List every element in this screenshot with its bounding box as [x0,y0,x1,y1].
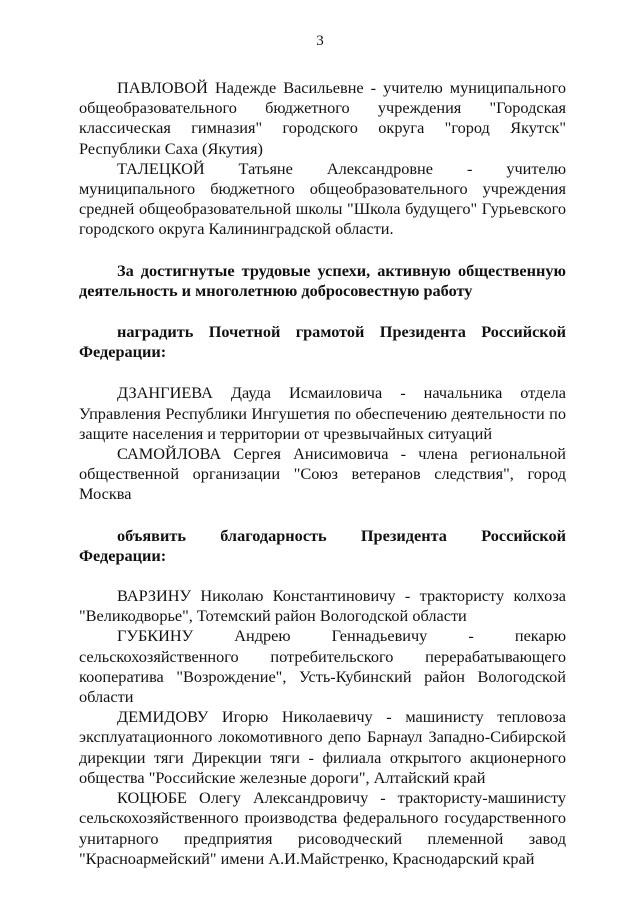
spacer [79,362,566,383]
gratitude-entry-varzin: ВАРЗИНУ Николаю Константиновичу - трактористу колхоза "Великодворье", Тотемский район Вологодской области [79,586,566,626]
document-body [79,78,566,869]
gratitude-entry-demidov: ДЕМИДОВУ Игорю Николаевичу - машинисту тепловоза эксплуатационного локомотивного депо Барнаул Западно-Сибирской дирекции тяги Дирекции тяги - филиала открытого акционерного общества "Российские железные дороги", Алтайский край [79,707,566,787]
section-intro: За достигнутые трудовые успехи, активную общественную деятельность и многолетнюю добросовестную работу [79,260,566,300]
award-entry-dzangiev: ДЗАНГИЕВА Дауда Исмаиловича - начальника отдела Управления Республики Ингушетия по обеспечению деятельности по защите населения и территории от чрезвычайных ситуаций [79,383,566,443]
gratitude-entry-kotsyuba: КОЦЮБЕ Олегу Александровичу - трактористу-машинисту сельскохозяйственного производства федерального государственного унитарного предприятия рисоводческий племенной завод "Красноармейский" имени А.И.Майстренко, Краснодарский край [79,788,566,868]
award-entry-pavlova: ПАВЛОВОЙ Надежде Васильевне - учителю муниципального общеобразовательного бюджетного учреждения "Городская классическая гимназия" городского округа "город Якутск" Республики Саха (Якутия) [79,78,566,158]
spacer [79,301,566,322]
award-entry-taletskaya: ТАЛЕЦКОЙ Татьяне Александровне - учителю муниципального бюджетного общеобразовательного учреждения средней общеобразовательной школы "Школа будущего" Гурьевского городского округа Калининградской области. [79,158,566,239]
page-number: 3 [316,33,324,49]
gratitude-heading: объявить благодарность Президента Российской Федерации: [79,525,566,565]
award-heading: наградить Почетной грамотой Президента Российской Федерации: [79,322,566,362]
spacer [79,240,566,261]
gratitude-entry-gubkin: ГУБКИНУ Андрею Геннадьевичу - пекарю сельскохозяйственного потребительского перерабатывающего кооператива "Возрождение", Усть-Кубинский район Вологодской области [79,626,566,707]
spacer [79,566,566,586]
award-entry-samoylov: САМОЙЛОВА Сергея Анисимовича - члена региональной общественной организации "Союз ветеранов следствия", город Москва [79,444,566,504]
spacer [79,505,566,526]
